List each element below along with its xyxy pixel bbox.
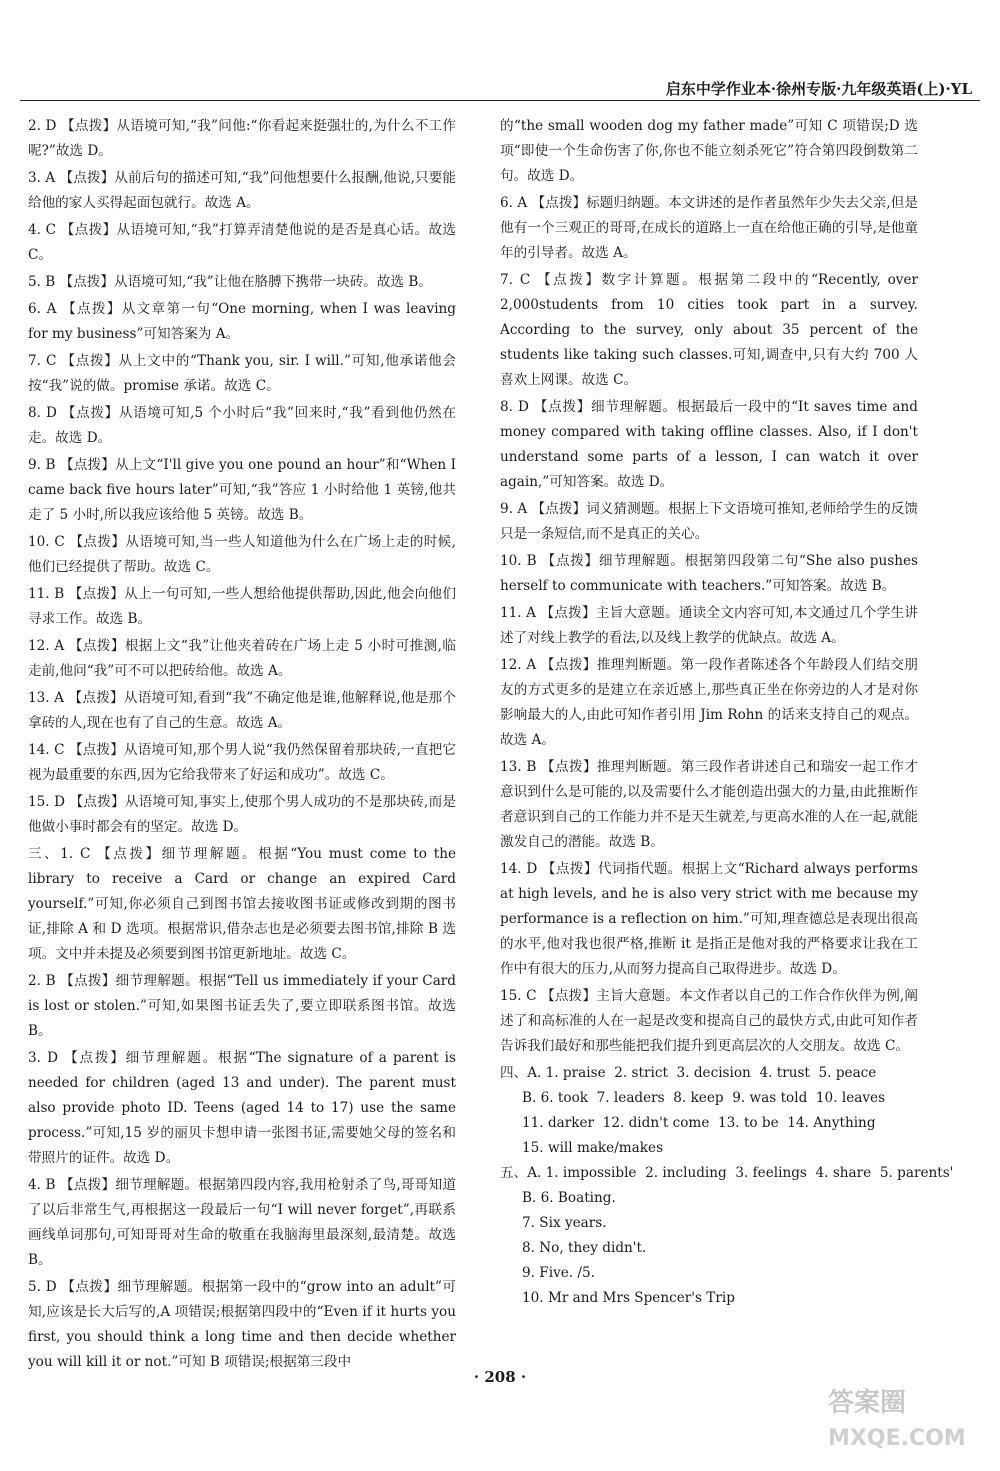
section-four <box>500 1061 918 1161</box>
answer-entry: 三、1. C 【点拨】细节理解题。根据“You must come to the library to receive a Card or change an expired Card yourself.”可知,你必须自己到图书馆去接收图书证或修改到期的图书证,排除 A 和 D 选项。根据常识,借杂志也是必须要去图书馆,排除 B 选项。文中并未提及必须要到图书馆更新地址。故选 C。 <box>28 846 456 962</box>
answer-entry: 6. A 【点拨】标题归纳题。本文讲述的是作者虽然年少失去父亲,但是他有一个三观正的哥哥,在成长的道路上一直在给他正确的引导,是他童年的引导者。故选 A。 <box>500 195 918 261</box>
answer-entry: 8. D 【点拨】从语境可知,5 个小时后“我”回来时,“我”看到他仍然在走。故选 D。 <box>28 405 456 446</box>
answer-entry: 5. B 【点拨】从语境可知,“我”让他在胳膊下携带一块砖。故选 B。 <box>28 274 432 290</box>
answer-entry: 11. A 【点拨】主旨大意题。通读全文内容可知,本文通过几个学生讲述了对线上教学的看法,以及线上教学的优缺点。故选 A。 <box>500 605 918 646</box>
page-number: · 208 · <box>473 1368 527 1386</box>
answer-entry: 8. D 【点拨】细节理解题。根据最后一段中的“It saves time and money compared with taking offline classes. Also, if I don't understand some parts of a lesson, I can watch it over again,”可知答案。故选 D。 <box>500 399 918 490</box>
answer-entry: 12. A 【点拨】推理判断题。第一段作者陈述各个年龄段人们结交朋友的方式更多的是建立在亲近感上,那些真正坐在你旁边的人才是对你影响最大的人,由此可知作者引用 Jim Rohn 的话来支持自己的观点。故选 A。 <box>500 657 918 748</box>
answer-entry: 7. C 【点拨】数字计算题。根据第二段中的“Recently, over 2,000students from 10 cities took part in a survey. According to the survey, only about 35 percent of the students like taking such classes.可知,调查中,只有大约 700 人喜欢上网课。故选 C。 <box>500 272 918 388</box>
answer-entry: 11. B 【点拨】从上一句可知,一些人想给他提供帮助,因此,他会向他们寻求工作。故选 B。 <box>28 586 456 627</box>
answer-entry: 4. B 【点拨】细节理解题。根据第四段内容,我用枪射杀了鸟,哥哥知道了以后非常生气,再根据这一段最后一句“I will never forget”,再联系画线单词那句,可知哥哥对生命的敬重在我脑海里最深刻,最清楚。故选 B。 <box>28 1177 456 1268</box>
answer-entry: 15. C 【点拨】主旨大意题。本文作者以自己的工作合作伙伴为例,阐述了和高标准的人在一起是改变和提高自己的最快方式,由此可知作者告诉我们最好和那些能把我们提升到更高层次的人交朋友。故选 C。 <box>500 988 918 1054</box>
watermark-text: 答案圈 <box>828 1388 907 1418</box>
section-five-label: 五、 <box>500 1165 528 1181</box>
right-column <box>500 114 954 1311</box>
section-five-line: 7. Six years. <box>522 1215 607 1231</box>
answer-entry: 3. A 【点拨】从前后句的描述可知,“我”问他想要什么报酬,他说,只要能给他的家人买得起面包就行。故选 A。 <box>28 170 456 211</box>
answer-entry: 10. B 【点拨】细节理解题。根据第四段第二句“She also pushes herself to communicate with teachers.”可知答案。故选 B。 <box>500 553 918 594</box>
running-header: 启东中学作业本·徐州专版·九年级英语(上)·YL <box>665 80 972 98</box>
answer-entry: 13. B 【点拨】推理判断题。第三段作者讲述自己和瑞安一起工作才意识到什么是可能的,以及需要什么才能创造出强大的力量,由此推断作者意识到自己的工作能力并不是天生就差,与更高水准的人在一起,就能激发自己的潜能。故选 B。 <box>500 759 918 850</box>
answer-entry: 9. B 【点拨】从上文“I'll give you one pound an hour”和“When I came back five hours later”可知,“我”答应 1 小时给他 1 英镑,他共走了 5 小时,所以我应该给他 5 英镑。故选 B。 <box>28 457 456 523</box>
answer-entry: 7. C 【点拨】从上文中的“Thank you, sir. I will.”可知,他承诺他会按“我”说的做。promise 承诺。故选 C。 <box>28 353 456 394</box>
answer-entry: 9. A 【点拨】词义猜测题。根据上下文语境可推知,老师给学生的反馈只是一条短信,而不是真正的关心。 <box>500 501 918 542</box>
answer-entry: 4. C 【点拨】从语境可知,“我”打算弄清楚他说的是否是真心话。故选 C。 <box>28 222 456 263</box>
section-five-line: 8. No, they didn't. <box>522 1240 647 1256</box>
answer-entry: 3. D 【点拨】细节理解题。根据“The signature of a parent is needed for children (aged 13 and under). The parent must also provide photo ID. Teens (aged 14 to 17) use the same process.”可知,15 岁的丽贝卡想申请一张图书证,需要她父母的签名和带照片的证件。故选 D。 <box>28 1050 456 1166</box>
section-five-line: 10. Mr and Mrs Spencer's Trip <box>522 1290 735 1306</box>
section-four-line: B. 6. took 7. leaders 8. keep 9. was told 10. leaves <box>522 1090 886 1106</box>
answer-entry: 12. A 【点拨】根据上文“我”让他夹着砖在广场上走 5 小时可推测,临走前,他问“我”可不可以把砖给他。故选 A。 <box>28 638 456 679</box>
section-five-line: B. 6. Boating. <box>522 1190 616 1206</box>
section-four-line: 15. will make/makes <box>522 1140 664 1156</box>
answer-entry: 15. D 【点拨】从语境可知,事实上,使那个男人成功的不是那块砖,而是他做小事时都会有的坚定。故选 D。 <box>28 794 456 835</box>
answer-entry: 2. B 【点拨】细节理解题。根据“Tell us immediately if your Card is lost or stolen.”可知,如果图书证丢失了,要立即联系图书馆。故选 B。 <box>28 973 456 1039</box>
watermark-logo <box>820 1375 980 1455</box>
section-five <box>500 1161 954 1311</box>
answer-entry: 5. D 【点拨】细节理解题。根据第一段中的“grow into an adult”可知,应该是长大后写的,A 项错误;根据第四段中的“Even if it hurts you first, you should think a long time and then decide whether you will kill it or not.”可知 B 项错误;根据第三段中 <box>28 1279 456 1370</box>
section-five-line: 9. Five. /5. <box>522 1265 595 1281</box>
section-four-line <box>500 1061 918 1086</box>
section-five-line-text: A. 1. impossible 2. including 3. feelings 4. share 5. parents' <box>527 1165 954 1181</box>
answer-entry: 10. C 【点拨】从语境可知,当一些人知道他为什么在广场上走的时候,他们已经提供了帮助。故选 C。 <box>28 534 456 575</box>
header-rule <box>20 100 980 101</box>
answer-entry: 2. D 【点拨】从语境可知,“我”问他:“你看起来挺强壮的,为什么不工作呢?”故选 D。 <box>28 118 456 159</box>
section-four-label: 四、 <box>500 1065 528 1081</box>
answer-entry: 的“the small wooden dog my father made”可知 C 项错误;D 选项“即使一个生命伤害了你,你也不能立刻杀死它”符合第四段倒数第二句。故选 D。 <box>500 118 918 184</box>
section-four-line: 11. darker 12. didn't come 13. to be 14. Anything <box>522 1115 876 1131</box>
section-five-line <box>500 1161 954 1186</box>
watermark-url: MXQE.COM <box>828 1426 966 1451</box>
answer-entry: 14. C 【点拨】从语境可知,那个男人说“我仍然保留着那块砖,一直把它视为最重要的东西,因为它给我带来了好运和成功”。故选 C。 <box>28 742 456 783</box>
left-column <box>28 114 456 1377</box>
answer-entry: 14. D 【点拨】代词指代题。根据上文“Richard always performs at high levels, and he is also very strict with me because my performance is a reflection on him.”可知,理查德总是表现出很高的水平,他对我也很严格,推断 it 是指正是他对我的严格要求让我在工作中有很大的压力,从而努力提高自己取得进步。故选 D。 <box>500 861 918 977</box>
answer-entry: 6. A 【点拨】从文章第一句“One morning, when I was leaving for my business”可知答案为 A。 <box>28 301 456 342</box>
answer-entry: 13. A 【点拨】从语境可知,看到“我”不确定他是谁,他解释说,他是那个拿砖的人,现在也有了自己的生意。故选 A。 <box>28 690 456 731</box>
section-four-line-text: A. 1. praise 2. strict 3. decision 4. trust 5. peace <box>527 1065 877 1081</box>
